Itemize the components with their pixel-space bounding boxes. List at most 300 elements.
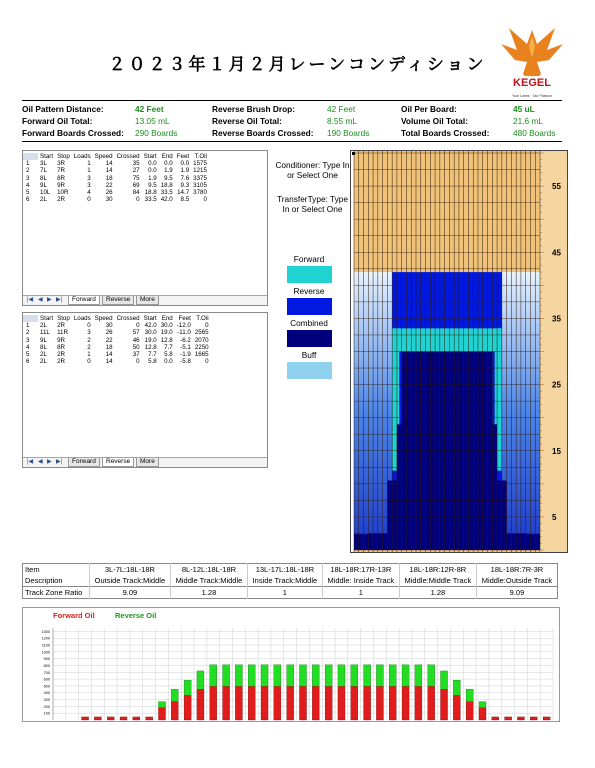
forward-oil-bar bbox=[441, 689, 448, 720]
grid-cell[interactable]: 3 bbox=[87, 329, 91, 337]
y-tick-label: 100 bbox=[43, 711, 50, 716]
grid-cell[interactable]: 3L bbox=[40, 160, 47, 168]
grid-cell[interactable]: 14.7 bbox=[177, 189, 190, 197]
forward-oil-bar bbox=[364, 686, 371, 720]
reverse-oil-bar bbox=[312, 665, 319, 686]
forward-oil-bar bbox=[466, 702, 473, 720]
grid-cell[interactable]: 2565 bbox=[194, 329, 209, 337]
grid-cell[interactable]: 9L bbox=[40, 336, 47, 344]
grid-cell[interactable]: 9.5 bbox=[148, 181, 157, 189]
zone-table-cell: Middle Track:Middle bbox=[170, 575, 247, 587]
grid-cell[interactable]: 0.0 bbox=[180, 160, 190, 168]
reverse-oil-bar bbox=[428, 665, 435, 686]
grid-cell[interactable]: 35 bbox=[132, 160, 140, 168]
reverse-oil-bar bbox=[376, 665, 383, 686]
grid-cell[interactable]: 1 bbox=[87, 351, 91, 359]
grid-column-header[interactable]: Crossed bbox=[116, 315, 140, 322]
y-tick-label: 1200 bbox=[41, 636, 50, 641]
forward-oil-bar bbox=[325, 686, 332, 720]
grid-cell[interactable]: 1215 bbox=[193, 167, 207, 175]
forward-oil-bar bbox=[543, 717, 550, 720]
forward-oil-band bbox=[392, 328, 502, 351]
grid-row[interactable] bbox=[23, 167, 209, 174]
forward-oil-bar bbox=[107, 717, 114, 720]
grid-cell[interactable]: 14 bbox=[105, 351, 113, 359]
legend-buff-label: Buff bbox=[301, 350, 317, 360]
zone-table-cell: 1 bbox=[322, 587, 399, 599]
grid-column-header[interactable]: End bbox=[161, 315, 173, 322]
grid-cell[interactable]: 3 bbox=[87, 181, 91, 189]
grid-cell[interactable]: 9R bbox=[57, 336, 65, 344]
grid-column-header[interactable]: Feet bbox=[178, 315, 191, 322]
y-tick-label: 1300 bbox=[41, 629, 50, 634]
next-sheet-icon[interactable]: ▶ bbox=[47, 459, 52, 465]
grid-cell[interactable]: 14 bbox=[105, 160, 113, 168]
grid-row[interactable] bbox=[23, 196, 209, 203]
feet-scale bbox=[540, 150, 568, 553]
summary-label: Total Boards Crossed: bbox=[401, 128, 490, 138]
summary-value: 480 Boards bbox=[513, 128, 556, 138]
sheet-tabs bbox=[23, 457, 267, 467]
y-tick-label: 800 bbox=[43, 663, 50, 668]
grid-row[interactable] bbox=[23, 175, 209, 182]
summary-value: 290 Boards bbox=[135, 128, 178, 138]
reverse-oil-bar bbox=[223, 665, 230, 686]
forward-oil-bar bbox=[94, 717, 101, 720]
grid-row-number[interactable]: 4 bbox=[26, 181, 30, 189]
grid-cell[interactable]: 4 bbox=[87, 189, 91, 197]
zone-table-cell: 13L-17L:18L-18R bbox=[247, 564, 322, 576]
grid-row[interactable] bbox=[23, 358, 211, 365]
forward-oil-bar bbox=[479, 708, 486, 720]
y-tick-label: 200 bbox=[43, 704, 50, 709]
summary-value: 42 Feet bbox=[135, 104, 164, 114]
tab-more[interactable]: More bbox=[136, 296, 159, 305]
grid-cell[interactable]: 10L bbox=[40, 189, 51, 197]
summary-row bbox=[22, 116, 567, 128]
forward-oil-bar bbox=[338, 686, 345, 720]
grid-cell[interactable]: 12.8 bbox=[144, 343, 157, 351]
tab-forward[interactable]: Forward bbox=[68, 458, 100, 467]
summary-label: Volume Oil Total: bbox=[401, 116, 468, 126]
zone-table-cell: 9.09 bbox=[89, 587, 170, 599]
grid-cell[interactable]: 1.9 bbox=[180, 167, 190, 175]
grid-cell[interactable]: 14 bbox=[105, 358, 113, 366]
y-tick-label: 500 bbox=[43, 684, 50, 689]
grid-row[interactable] bbox=[23, 344, 211, 351]
zone-table-cell: Middle:Outside Track bbox=[476, 575, 557, 587]
grid-cell[interactable]: 7R bbox=[57, 167, 65, 175]
grid-row-number[interactable]: 5 bbox=[26, 351, 30, 359]
reverse-oil-bar bbox=[197, 671, 204, 689]
lane-oil-graph bbox=[350, 150, 568, 553]
grid-cell[interactable]: 18 bbox=[105, 174, 113, 182]
grid-column-header[interactable]: Stop bbox=[57, 315, 70, 322]
tab-forward[interactable]: Forward bbox=[68, 296, 100, 305]
zone-table-cell: Outside Track:Middle bbox=[89, 575, 170, 587]
reverse-oil-bar bbox=[364, 665, 371, 686]
grid-cell[interactable]: 0 bbox=[87, 196, 91, 204]
grid-cell[interactable]: 26 bbox=[105, 189, 113, 197]
page-title: ２０２３年１月２月レーンコンディション bbox=[108, 55, 487, 75]
grid-cell[interactable]: 2 bbox=[87, 343, 91, 351]
forward-oil-bar bbox=[197, 689, 204, 720]
grid-column-header[interactable]: T.Oil bbox=[196, 315, 209, 322]
prev-sheet-icon[interactable]: ◀ bbox=[38, 459, 43, 465]
reverse-oil-bar bbox=[261, 665, 268, 686]
grid-cell[interactable]: 46 bbox=[132, 336, 140, 344]
forward-oil-bar bbox=[261, 686, 268, 720]
grid-cell[interactable]: 42.0 bbox=[160, 196, 173, 204]
grid-cell[interactable]: 0 bbox=[87, 358, 91, 366]
grid-cell[interactable]: 11L bbox=[40, 329, 50, 337]
grid-corner[interactable] bbox=[23, 153, 38, 160]
grid-cell[interactable]: -11.0 bbox=[177, 329, 191, 337]
grid-cell[interactable]: 50 bbox=[132, 343, 140, 351]
feet-label: 35 bbox=[552, 314, 561, 324]
zone-table-cell: 18L-18R:7R-3R bbox=[476, 564, 557, 576]
reverse-oil-bar bbox=[453, 680, 460, 695]
grid-corner[interactable] bbox=[23, 315, 38, 322]
feet-label: 5 bbox=[552, 512, 557, 522]
grid-row-number[interactable]: 1 bbox=[26, 322, 30, 330]
legend-buff-swatch bbox=[287, 362, 332, 379]
forward-oil-bar bbox=[120, 717, 127, 720]
summary-label: Reverse Boards Crossed: bbox=[212, 128, 314, 138]
grid-cell[interactable]: 9.3 bbox=[180, 181, 190, 189]
forward-oil-bar bbox=[505, 717, 512, 720]
grid-cell[interactable]: 0 bbox=[203, 196, 207, 204]
grid-column-header[interactable]: Stop bbox=[57, 153, 70, 160]
grid-cell[interactable]: 1 bbox=[87, 160, 91, 168]
zone-table-cell: Track Zone Ratio bbox=[23, 587, 90, 599]
summary-value: 190 Boards bbox=[327, 128, 370, 138]
grid-cell[interactable]: 0 bbox=[136, 358, 140, 366]
grid-column-header[interactable]: Feet bbox=[176, 153, 190, 160]
first-sheet-icon[interactable]: |◀ bbox=[27, 297, 34, 303]
forward-oil-bar bbox=[376, 686, 383, 720]
grid-cell[interactable]: 27 bbox=[132, 167, 140, 175]
grid-cell[interactable]: 5.8 bbox=[164, 351, 173, 359]
grid-column-header[interactable]: Speed bbox=[94, 315, 113, 322]
grid-row[interactable] bbox=[23, 351, 211, 358]
grid-cell[interactable]: -6.2 bbox=[180, 336, 191, 344]
grid-cell[interactable]: 11R bbox=[57, 329, 68, 337]
grid-cell[interactable]: 10R bbox=[57, 189, 69, 197]
grid-cell[interactable]: 1.9 bbox=[164, 167, 173, 175]
grid-row[interactable] bbox=[23, 182, 209, 189]
grid-cell[interactable]: 42.0 bbox=[144, 322, 157, 330]
reverse-oil-bar bbox=[338, 665, 345, 686]
forward-oil-bar bbox=[517, 717, 524, 720]
forward-oil-bar bbox=[146, 717, 153, 720]
grid-cell[interactable]: 2070 bbox=[194, 336, 209, 344]
grid-cell[interactable]: 3105 bbox=[193, 181, 207, 189]
summary-row bbox=[22, 128, 567, 140]
reverse-oil-bar bbox=[184, 680, 191, 695]
grid-cell[interactable]: 8L bbox=[40, 174, 47, 182]
forward-oil-bar bbox=[389, 686, 396, 720]
grid-cell[interactable]: 0 bbox=[205, 358, 209, 366]
grid-cell[interactable]: 30 bbox=[105, 322, 113, 330]
forward-oil-bar bbox=[210, 686, 217, 720]
grid-row-number[interactable]: 2 bbox=[26, 329, 30, 337]
summary-label: Reverse Oil Total: bbox=[212, 116, 282, 126]
zone-table-row bbox=[23, 564, 558, 576]
last-sheet-icon[interactable]: ▶| bbox=[56, 297, 63, 303]
legend-forward-label: Forward bbox=[293, 254, 325, 264]
grid-cell[interactable]: 14 bbox=[105, 167, 113, 175]
grid-cell[interactable]: -1.9 bbox=[180, 351, 191, 359]
grid-row-number[interactable]: 5 bbox=[26, 189, 30, 197]
grid-cell[interactable]: 8R bbox=[57, 343, 65, 351]
reverse-oil-bar bbox=[248, 665, 255, 686]
grid-cell[interactable]: 33.5 bbox=[144, 196, 157, 204]
grid-cell[interactable]: 18.8 bbox=[160, 181, 173, 189]
zone-table-cell: 1 bbox=[247, 587, 322, 599]
kegel-logo bbox=[497, 22, 567, 102]
grid-cell[interactable]: 3R bbox=[57, 160, 65, 168]
grid-cell[interactable]: 7L bbox=[40, 167, 47, 175]
grid-cell[interactable]: 0 bbox=[205, 322, 209, 330]
tab-reverse[interactable]: Reverse bbox=[102, 296, 134, 305]
forward-oil-bar bbox=[351, 686, 358, 720]
grid-cell[interactable]: 2250 bbox=[194, 343, 209, 351]
grid-cell[interactable]: 22 bbox=[105, 336, 113, 344]
transfer-type-label[interactable]: TransferType: Type In or Select One bbox=[276, 194, 349, 214]
grid-cell[interactable]: 33.5 bbox=[160, 189, 173, 197]
grid-cell[interactable]: 2 bbox=[87, 336, 91, 344]
grid-header bbox=[23, 315, 211, 322]
grid-cell[interactable]: 30.0 bbox=[144, 329, 157, 337]
grid-cell[interactable]: 0 bbox=[87, 322, 91, 330]
grid-cell[interactable]: 0.0 bbox=[148, 160, 157, 168]
forward-oil-bar bbox=[287, 686, 294, 720]
last-sheet-icon[interactable]: ▶| bbox=[56, 459, 63, 465]
summary-label: Oil Per Board: bbox=[401, 104, 457, 114]
grid-cell[interactable]: 3 bbox=[87, 174, 91, 182]
feet-label: 45 bbox=[552, 248, 561, 258]
grid-row-number[interactable]: 2 bbox=[26, 167, 30, 175]
reverse-pattern-grid bbox=[22, 312, 268, 468]
grid-cell[interactable]: 3780 bbox=[193, 189, 207, 197]
summary-value: 42 Feet bbox=[327, 104, 356, 114]
grid-cell[interactable]: 19.0 bbox=[160, 329, 173, 337]
zone-table-cell: 8L-12L:18L-18R bbox=[170, 564, 247, 576]
tab-reverse[interactable]: Reverse bbox=[102, 458, 134, 467]
reverse-oil-bar bbox=[158, 702, 165, 708]
summary-label: Forward Oil Total: bbox=[22, 116, 93, 126]
grid-cell[interactable]: 2L bbox=[40, 351, 47, 359]
grid-cell[interactable]: 7.6 bbox=[180, 174, 190, 182]
zone-table-cell: 1.28 bbox=[399, 587, 476, 599]
reverse-oil-bar bbox=[235, 665, 242, 686]
conditioner-label[interactable]: Conditioner: Type In or Select One bbox=[275, 160, 350, 180]
grid-row[interactable] bbox=[23, 322, 211, 329]
grid-cell[interactable]: 2R bbox=[57, 351, 65, 359]
summary-label: Reverse Brush Drop: bbox=[212, 104, 295, 114]
grid-cell[interactable]: -5.8 bbox=[180, 358, 191, 366]
next-sheet-icon[interactable]: ▶ bbox=[47, 297, 52, 303]
reverse-oil-bar bbox=[441, 671, 448, 689]
grid-cell[interactable]: 84 bbox=[132, 189, 140, 197]
grid-column-header[interactable]: Start bbox=[40, 315, 54, 322]
grid-cell[interactable]: 0.0 bbox=[164, 358, 173, 366]
zone-table-cell: 9.09 bbox=[476, 587, 557, 599]
grid-cell[interactable]: 7.7 bbox=[164, 343, 173, 351]
grid-cell[interactable]: -5.1 bbox=[180, 343, 191, 351]
forward-oil-bar bbox=[428, 686, 435, 720]
grid-cell[interactable]: 2L bbox=[40, 196, 47, 204]
forward-oil-bar bbox=[299, 686, 306, 720]
reverse-oil-bar bbox=[274, 665, 281, 686]
foul-line-marker bbox=[352, 152, 355, 155]
forward-oil-bar bbox=[223, 686, 230, 720]
zone-table-cell: 18L-18R:12R-8R bbox=[399, 564, 476, 576]
legend-combined-swatch bbox=[287, 330, 332, 347]
track-zone-table bbox=[22, 563, 558, 599]
grid-cell[interactable]: 12.8 bbox=[160, 336, 173, 344]
logo-tagline: Your Lanes · Our Passion bbox=[512, 94, 552, 98]
legend-reverse-swatch bbox=[287, 298, 332, 315]
grid-cell[interactable]: -12.0 bbox=[176, 322, 191, 330]
combined-oil-area bbox=[354, 534, 540, 550]
reverse-oil-bar bbox=[171, 689, 178, 701]
grid-cell[interactable]: 1665 bbox=[194, 351, 209, 359]
legend-forward-oil: Forward Oil bbox=[53, 611, 95, 620]
summary-value: 21.6 mL bbox=[513, 116, 543, 126]
grid-cell[interactable]: 2L bbox=[40, 322, 47, 330]
grid-cell[interactable]: 18.8 bbox=[144, 189, 157, 197]
forward-oil-bar bbox=[171, 702, 178, 720]
grid-cell[interactable]: 1.9 bbox=[148, 174, 157, 182]
grid-cell[interactable]: 9.5 bbox=[164, 174, 173, 182]
grid-cell[interactable]: 8R bbox=[57, 174, 65, 182]
grid-row-number[interactable]: 6 bbox=[26, 358, 30, 366]
reverse-oil-bar bbox=[389, 665, 396, 686]
legend-combined-label: Combined bbox=[290, 318, 328, 328]
summary-label: Oil Pattern Distance: bbox=[22, 104, 104, 114]
grid-cell[interactable]: 1575 bbox=[193, 160, 207, 168]
grid-row-number[interactable]: 4 bbox=[26, 343, 30, 351]
logo-wordmark: KEGEL bbox=[513, 77, 551, 89]
reverse-oil-bar bbox=[351, 665, 358, 686]
zone-table-cell: Inside Track:Middle bbox=[247, 575, 322, 587]
feet-label: 15 bbox=[552, 446, 561, 456]
grid-cell[interactable]: 2R bbox=[57, 196, 65, 204]
y-tick-label: 600 bbox=[43, 677, 50, 682]
legend-reverse-oil: Reverse Oil bbox=[115, 611, 157, 620]
grid-cell[interactable]: 30.0 bbox=[160, 322, 173, 330]
grid-cell[interactable]: 9L bbox=[40, 181, 47, 189]
forward-oil-bar bbox=[530, 717, 537, 720]
grid-column-header[interactable]: Loads bbox=[73, 315, 91, 322]
grid-row[interactable] bbox=[23, 160, 209, 167]
grid-cell[interactable]: 19.0 bbox=[144, 336, 157, 344]
grid-cell[interactable]: 8.5 bbox=[180, 196, 190, 204]
forward-oil-bar bbox=[158, 708, 165, 720]
forward-oil-bar bbox=[453, 695, 460, 720]
grid-row-number[interactable]: 3 bbox=[26, 174, 30, 182]
sheet-tabs bbox=[23, 295, 267, 305]
grid-cell[interactable]: 7.7 bbox=[148, 351, 157, 359]
grid-cell[interactable]: 2L bbox=[40, 358, 47, 366]
forward-oil-bar bbox=[248, 686, 255, 720]
zone-table-cell: 18L-18R:17R-13R bbox=[322, 564, 399, 576]
zone-table-row bbox=[23, 575, 558, 587]
zone-table-cell: Description bbox=[25, 576, 63, 585]
grid-column-header[interactable]: End bbox=[161, 153, 173, 160]
grid-column-header[interactable]: Speed bbox=[94, 153, 113, 160]
grid-cell[interactable]: 1 bbox=[87, 167, 91, 175]
zone-table-cell: Middle: Inside Track bbox=[322, 575, 399, 587]
grid-column-header[interactable]: Start bbox=[143, 153, 157, 160]
forward-oil-bar bbox=[312, 686, 319, 720]
grid-cell[interactable]: 3375 bbox=[193, 174, 207, 182]
grid-cell[interactable]: 0.0 bbox=[164, 160, 173, 168]
forward-oil-bar bbox=[82, 717, 89, 720]
oil-volume-bar-chart bbox=[22, 607, 560, 722]
zone-table-cell: Item bbox=[25, 565, 40, 574]
grid-column-header[interactable]: Start bbox=[40, 153, 54, 160]
zone-table-cell: Middle:Middle Track bbox=[399, 575, 476, 587]
y-tick-label: 700 bbox=[43, 670, 50, 675]
grid-row-number[interactable]: 3 bbox=[26, 336, 30, 344]
grid-column-header[interactable]: T.Oil bbox=[194, 153, 207, 160]
grid-cell[interactable]: 30 bbox=[105, 196, 113, 204]
grid-cell[interactable]: 18 bbox=[105, 343, 113, 351]
grid-cell[interactable]: 57 bbox=[132, 329, 140, 337]
legend-reverse-label: Reverse bbox=[293, 286, 325, 296]
grid-cell[interactable]: 0 bbox=[136, 196, 140, 204]
forward-oil-bar bbox=[274, 686, 281, 720]
grid-row[interactable] bbox=[23, 189, 209, 196]
grid-cell[interactable]: 69 bbox=[132, 181, 140, 189]
grid-column-header[interactable]: Start bbox=[143, 315, 157, 322]
summary-bottom-rule bbox=[22, 141, 562, 142]
feet-label: 55 bbox=[552, 182, 561, 192]
grid-row[interactable] bbox=[23, 329, 211, 336]
first-sheet-icon[interactable]: |◀ bbox=[27, 459, 34, 465]
y-tick-label: 400 bbox=[43, 691, 50, 696]
grid-column-header[interactable]: Crossed bbox=[116, 153, 140, 160]
summary-top-rule bbox=[22, 100, 562, 101]
grid-row-number[interactable]: 1 bbox=[26, 160, 30, 168]
grid-cell[interactable]: 9R bbox=[57, 181, 65, 189]
tab-more[interactable]: More bbox=[136, 458, 159, 467]
grid-cell[interactable]: 26 bbox=[105, 329, 113, 337]
forward-oil-bar bbox=[492, 717, 499, 720]
grid-cell[interactable]: 75 bbox=[132, 174, 140, 182]
grid-row-number[interactable]: 6 bbox=[26, 196, 30, 204]
grid-cell[interactable]: 2R bbox=[57, 358, 65, 366]
grid-cell[interactable]: 5.8 bbox=[148, 358, 157, 366]
forward-pattern-grid bbox=[22, 150, 268, 306]
grid-cell[interactable]: 0 bbox=[136, 322, 140, 330]
grid-cell[interactable]: 22 bbox=[105, 181, 113, 189]
y-tick-label: 1000 bbox=[41, 650, 50, 655]
grid-row[interactable] bbox=[23, 337, 211, 344]
grid-cell[interactable]: 0.0 bbox=[148, 167, 157, 175]
grid-cell[interactable]: 37 bbox=[132, 351, 140, 359]
grid-cell[interactable]: 8L bbox=[40, 343, 47, 351]
y-tick-label: 900 bbox=[43, 657, 50, 662]
grid-cell[interactable]: 2R bbox=[57, 322, 65, 330]
grid-column-header[interactable]: Loads bbox=[73, 153, 91, 160]
prev-sheet-icon[interactable]: ◀ bbox=[38, 297, 43, 303]
forward-oil-bar bbox=[184, 695, 191, 720]
zone-table-cell: 3L-7L:18L-18R bbox=[89, 564, 170, 576]
